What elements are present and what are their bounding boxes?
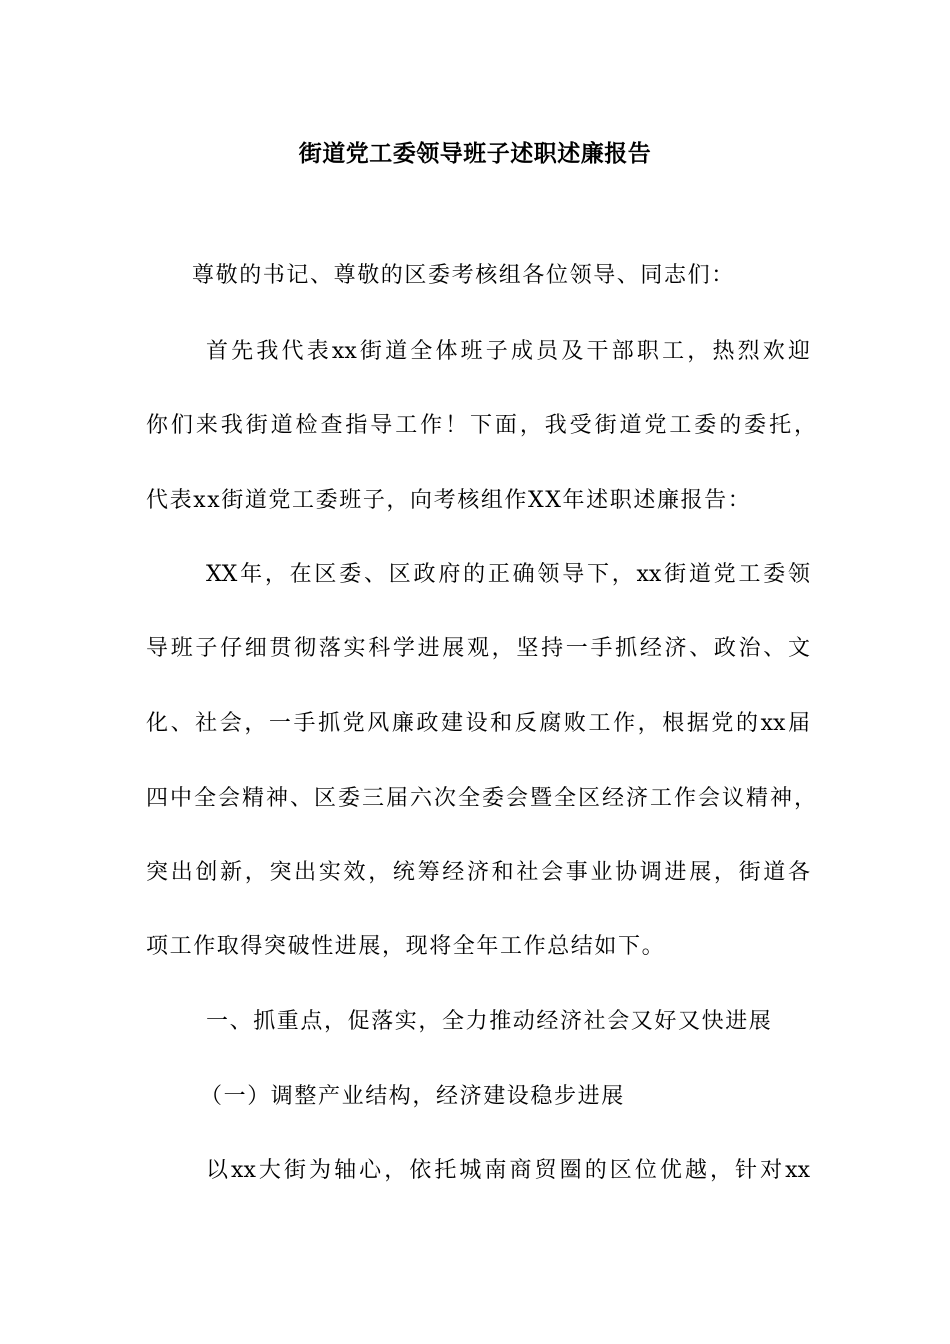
paragraph-3-line-1: 以xx大街为轴心，依托城南商贸圈的区位优越，针对xx xyxy=(206,1158,810,1183)
subsection-heading: （一）调整产业结构，经济建设稳步进展 xyxy=(200,1084,625,1109)
salutation: 尊敬的书记、尊敬的区委考核组各位领导、同志们： xyxy=(192,263,735,288)
paragraph-2-line-5: 突出创新，突出实效，统筹经济和社会事业协调进展，街道各 xyxy=(146,860,810,885)
section-heading: 一、抓重点，促落实，全力推动经济社会又好又快进展 xyxy=(206,1009,773,1034)
paragraph-2-line-4: 四中全会精神、区委三届六次全委会暨全区经济工作会议精神， xyxy=(146,786,816,811)
paragraph-2-line-2: 导班子仔细贯彻落实科学进展观，坚持一手抓经济、政治、文 xyxy=(146,636,810,661)
paragraph-2-line-1: XX年，在区委、区政府的正确领导下，xx街道党工委领 xyxy=(206,562,810,587)
paragraph-1-line-1: 首先我代表xx街道全体班子成员及干部职工，热烈欢迎 xyxy=(206,339,810,364)
paragraph-1-line-2: 你们来我街道检查指导工作！下面，我受街道党工委的委托， xyxy=(146,413,816,438)
document-title: 街道党工委领导班子述职述廉报告 xyxy=(298,140,652,167)
paragraph-1-line-3: 代表xx街道党工委班子，向考核组作XX年述职述廉报告： xyxy=(146,488,752,513)
paragraph-2-line-3: 化、社会，一手抓党风廉政建设和反腐败工作，根据党的xx届 xyxy=(146,711,810,736)
paragraph-2-line-6: 项工作取得突破性进展，现将全年工作总结如下。 xyxy=(146,934,666,959)
